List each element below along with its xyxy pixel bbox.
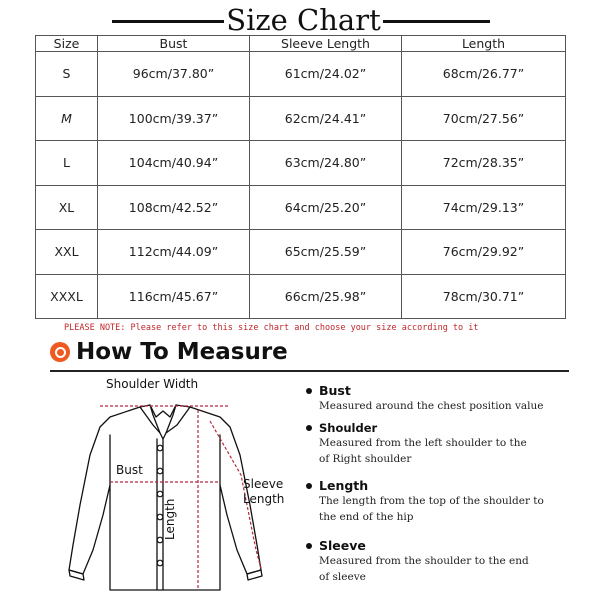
title-rule-right bbox=[383, 20, 490, 23]
header-length: Length bbox=[402, 36, 566, 52]
table-row bbox=[36, 185, 566, 230]
length-cell: 68cm/26.77” bbox=[402, 52, 566, 97]
bust-cell: 112cm/44.09” bbox=[98, 230, 250, 275]
sleeve-cell: 63cm/24.80” bbox=[250, 141, 402, 186]
table-row bbox=[36, 274, 566, 319]
measure-title: Sleeve bbox=[319, 538, 366, 553]
sleeve-cell: 62cm/24.41” bbox=[250, 96, 402, 141]
sleeve-cell: 64cm/25.20” bbox=[250, 185, 402, 230]
bust-cell: 108cm/42.52” bbox=[98, 185, 250, 230]
header-bust: Bust bbox=[98, 36, 250, 52]
bust-label: Bust bbox=[116, 463, 143, 477]
length-cell: 72cm/28.35” bbox=[402, 141, 566, 186]
length-label: Length bbox=[163, 498, 177, 540]
shirt-button bbox=[157, 445, 163, 451]
size-cell: XXL bbox=[36, 230, 98, 275]
header-sleeve-length: Sleeve Length bbox=[250, 36, 402, 52]
bullet-dot-icon bbox=[306, 543, 312, 549]
header-size: Size bbox=[36, 36, 98, 52]
section-divider bbox=[50, 370, 569, 372]
size-cell: XXXL bbox=[36, 274, 98, 319]
shirt-button bbox=[157, 537, 163, 543]
orange-circle-icon bbox=[50, 342, 70, 362]
sleeve-length-label: Sleeve Length bbox=[243, 477, 285, 506]
table-header-row bbox=[36, 36, 566, 52]
shirt-button bbox=[157, 468, 163, 474]
size-table bbox=[35, 35, 566, 319]
size-cell: L bbox=[36, 141, 98, 186]
measure-item-bust bbox=[306, 383, 566, 414]
measure-item-sleeve bbox=[306, 538, 566, 585]
table-row bbox=[36, 141, 566, 186]
bust-cell: 100cm/39.37” bbox=[98, 96, 250, 141]
measure-desc: The length from the top of the shoulder to bbox=[319, 495, 544, 507]
sleeve-cell: 61cm/24.02” bbox=[250, 52, 402, 97]
measure-desc: Measured from the left shoulder to the bbox=[319, 437, 527, 449]
table-row bbox=[36, 230, 566, 275]
size-chart-header bbox=[0, 2, 600, 38]
size-cell: S bbox=[36, 52, 98, 97]
shirt-button bbox=[157, 491, 163, 497]
length-cell: 78cm/30.71” bbox=[402, 274, 566, 319]
bust-cell: 116cm/45.67” bbox=[98, 274, 250, 319]
length-cell: 70cm/27.56” bbox=[402, 96, 566, 141]
title-rule-left bbox=[112, 20, 224, 23]
measure-desc: of Right shoulder bbox=[319, 453, 412, 465]
bullet-dot-icon bbox=[306, 483, 312, 489]
page-title: Size Chart bbox=[226, 3, 381, 37]
table-row bbox=[36, 52, 566, 97]
measure-desc: of sleeve bbox=[319, 571, 366, 583]
length-cell: 76cm/29.92” bbox=[402, 230, 566, 275]
how-to-measure-title: How To Measure bbox=[76, 339, 288, 365]
size-note: PLEASE NOTE: Please refer to this size chart and choose your size according to it bbox=[64, 323, 479, 333]
bullet-dot-icon bbox=[306, 388, 312, 394]
size-cell: XL bbox=[36, 185, 98, 230]
bullet-dot-icon bbox=[306, 425, 312, 431]
measure-desc: the end of the hip bbox=[319, 511, 414, 523]
shoulder-width-label: Shoulder Width bbox=[106, 377, 199, 391]
sleeve-cell: 65cm/25.59” bbox=[250, 230, 402, 275]
length-cell: 74cm/29.13” bbox=[402, 185, 566, 230]
measure-title: Bust bbox=[319, 383, 351, 398]
sleeve-cell: 66cm/25.98” bbox=[250, 274, 402, 319]
bust-cell: 104cm/40.94” bbox=[98, 141, 250, 186]
measure-item-length bbox=[306, 478, 566, 525]
shirt-diagram bbox=[60, 375, 270, 600]
bust-cell: 96cm/37.80” bbox=[98, 52, 250, 97]
shirt-button bbox=[157, 514, 163, 520]
measure-desc: Measured around the chest position value bbox=[319, 400, 544, 412]
measure-title: Shoulder bbox=[319, 421, 378, 435]
size-cell: M bbox=[36, 96, 98, 141]
measure-item-shoulder bbox=[306, 421, 566, 467]
measure-title: Length bbox=[319, 478, 369, 493]
measure-desc: Measured from the shoulder to the end bbox=[319, 555, 529, 567]
shirt-button bbox=[157, 560, 163, 566]
table-row bbox=[36, 96, 566, 141]
